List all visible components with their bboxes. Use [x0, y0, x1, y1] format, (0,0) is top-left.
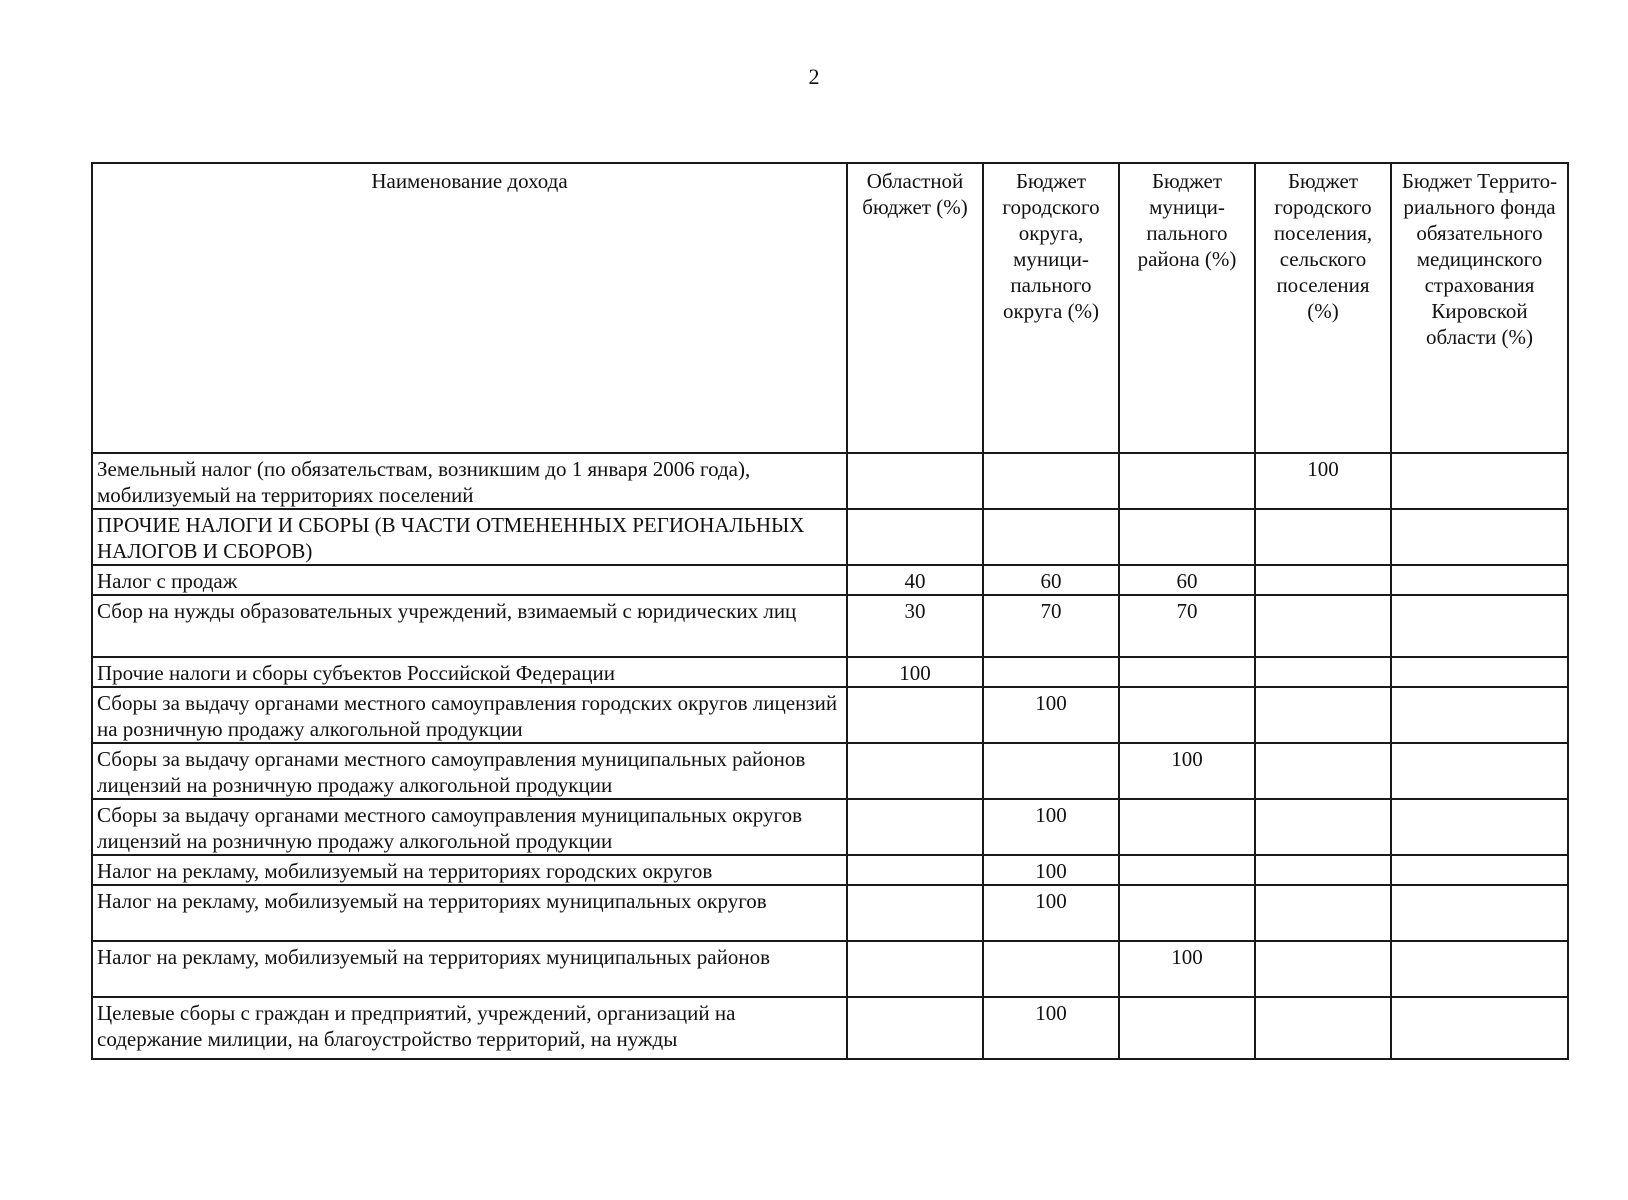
- header-income-name: Наименование дохода: [92, 163, 847, 453]
- row-city-district-value: 100: [983, 687, 1119, 743]
- row-municipal-district-value: [1119, 855, 1255, 885]
- row-settlement-value: [1255, 595, 1391, 657]
- row-regional-value: [847, 687, 983, 743]
- row-settlement-value: [1255, 657, 1391, 687]
- row-settlement-value: [1255, 687, 1391, 743]
- row-regional-value: 30: [847, 595, 983, 657]
- table-row: [92, 997, 1568, 1059]
- row-municipal-district-value: [1119, 657, 1255, 687]
- row-city-district-value: 100: [983, 997, 1119, 1059]
- row-medical-fund-value: [1391, 941, 1568, 997]
- row-settlement-value: [1255, 509, 1391, 565]
- row-income-name: Налог на рекламу, мобилизуемый на территориях муниципальных районов: [92, 941, 847, 997]
- table-row: [92, 565, 1568, 595]
- row-regional-value: 100: [847, 657, 983, 687]
- row-regional-value: [847, 743, 983, 799]
- row-city-district-value: [983, 657, 1119, 687]
- header-city-district-budget: Бюджет городского округа, муници-пального округа (%): [983, 163, 1119, 453]
- row-medical-fund-value: [1391, 885, 1568, 941]
- row-municipal-district-value: [1119, 997, 1255, 1059]
- row-income-name: Сборы за выдачу органами местного самоуправления муниципальных округов лицензий на розничную продажу алкогольной продукции: [92, 799, 847, 855]
- row-city-district-value: [983, 941, 1119, 997]
- table-row: [92, 941, 1568, 997]
- row-medical-fund-value: [1391, 855, 1568, 885]
- row-income-name: Налог на рекламу, мобилизуемый на территориях городских округов: [92, 855, 847, 885]
- header-medical-insurance-fund-budget: Бюджет Террито-риального фонда обязательного медицинского страхования Кировской области (%): [1391, 163, 1568, 453]
- row-settlement-value: [1255, 885, 1391, 941]
- row-medical-fund-value: [1391, 509, 1568, 565]
- row-settlement-value: [1255, 855, 1391, 885]
- table-row: [92, 885, 1568, 941]
- table-row: [92, 855, 1568, 885]
- page-number: 2: [808, 64, 820, 89]
- row-income-name: Налог на рекламу, мобилизуемый на территориях муниципальных округов: [92, 885, 847, 941]
- row-municipal-district-value: 100: [1119, 743, 1255, 799]
- row-city-district-value: [983, 453, 1119, 509]
- row-regional-value: [847, 855, 983, 885]
- row-regional-value: [847, 941, 983, 997]
- row-settlement-value: 100: [1255, 453, 1391, 509]
- row-income-name: ПРОЧИЕ НАЛОГИ И СБОРЫ (В ЧАСТИ ОТМЕНЕННЫХ РЕГИОНАЛЬНЫХ НАЛОГОВ И СБОРОВ): [92, 509, 847, 565]
- row-municipal-district-value: 100: [1119, 941, 1255, 997]
- row-medical-fund-value: [1391, 595, 1568, 657]
- row-city-district-value: [983, 509, 1119, 565]
- row-regional-value: [847, 885, 983, 941]
- row-regional-value: [847, 799, 983, 855]
- header-regional-budget: Областной бюджет (%): [847, 163, 983, 453]
- row-municipal-district-value: 60: [1119, 565, 1255, 595]
- row-regional-value: 40: [847, 565, 983, 595]
- table-header-row: [92, 163, 1568, 453]
- table-row: [92, 743, 1568, 799]
- row-regional-value: [847, 997, 983, 1059]
- income-distribution-table: [91, 162, 1569, 1060]
- row-income-name: Сборы за выдачу органами местного самоуправления городских округов лицензий на розничную продажу алкогольной продукции: [92, 687, 847, 743]
- row-municipal-district-value: [1119, 687, 1255, 743]
- row-income-name: Целевые сборы с граждан и предприятий, учреждений, организаций на содержание милиции, на благоустройство территорий, на нужды: [92, 997, 847, 1059]
- table-row: [92, 799, 1568, 855]
- row-regional-value: [847, 453, 983, 509]
- row-medical-fund-value: [1391, 453, 1568, 509]
- row-income-name: Сбор на нужды образовательных учреждений, взимаемый с юридических лиц: [92, 595, 847, 657]
- row-settlement-value: [1255, 743, 1391, 799]
- row-medical-fund-value: [1391, 565, 1568, 595]
- header-municipal-district-budget: Бюджет муници-пального района (%): [1119, 163, 1255, 453]
- table-row: [92, 595, 1568, 657]
- row-settlement-value: [1255, 997, 1391, 1059]
- row-municipal-district-value: [1119, 799, 1255, 855]
- row-municipal-district-value: [1119, 885, 1255, 941]
- row-settlement-value: [1255, 941, 1391, 997]
- table-row: [92, 657, 1568, 687]
- row-income-name: Земельный налог (по обязательствам, возникшим до 1 января 2006 года), мобилизуемый на территориях поселений: [92, 453, 847, 509]
- row-city-district-value: 100: [983, 855, 1119, 885]
- row-regional-value: [847, 509, 983, 565]
- row-income-name: Прочие налоги и сборы субъектов Российской Федерации: [92, 657, 847, 687]
- header-settlement-budget: Бюджет городского поселения, сельского поселения (%): [1255, 163, 1391, 453]
- row-income-name: Сборы за выдачу органами местного самоуправления муниципальных районов лицензий на розничную продажу алкогольной продукции: [92, 743, 847, 799]
- row-medical-fund-value: [1391, 799, 1568, 855]
- row-settlement-value: [1255, 799, 1391, 855]
- row-settlement-value: [1255, 565, 1391, 595]
- row-city-district-value: 100: [983, 799, 1119, 855]
- row-medical-fund-value: [1391, 743, 1568, 799]
- row-city-district-value: 70: [983, 595, 1119, 657]
- row-municipal-district-value: [1119, 453, 1255, 509]
- row-medical-fund-value: [1391, 687, 1568, 743]
- row-city-district-value: 60: [983, 565, 1119, 595]
- row-income-name: Налог с продаж: [92, 565, 847, 595]
- row-medical-fund-value: [1391, 657, 1568, 687]
- row-municipal-district-value: [1119, 509, 1255, 565]
- table-row: [92, 509, 1568, 565]
- row-medical-fund-value: [1391, 997, 1568, 1059]
- row-city-district-value: 100: [983, 885, 1119, 941]
- row-municipal-district-value: 70: [1119, 595, 1255, 657]
- table-row: [92, 687, 1568, 743]
- row-city-district-value: [983, 743, 1119, 799]
- table-row: [92, 453, 1568, 509]
